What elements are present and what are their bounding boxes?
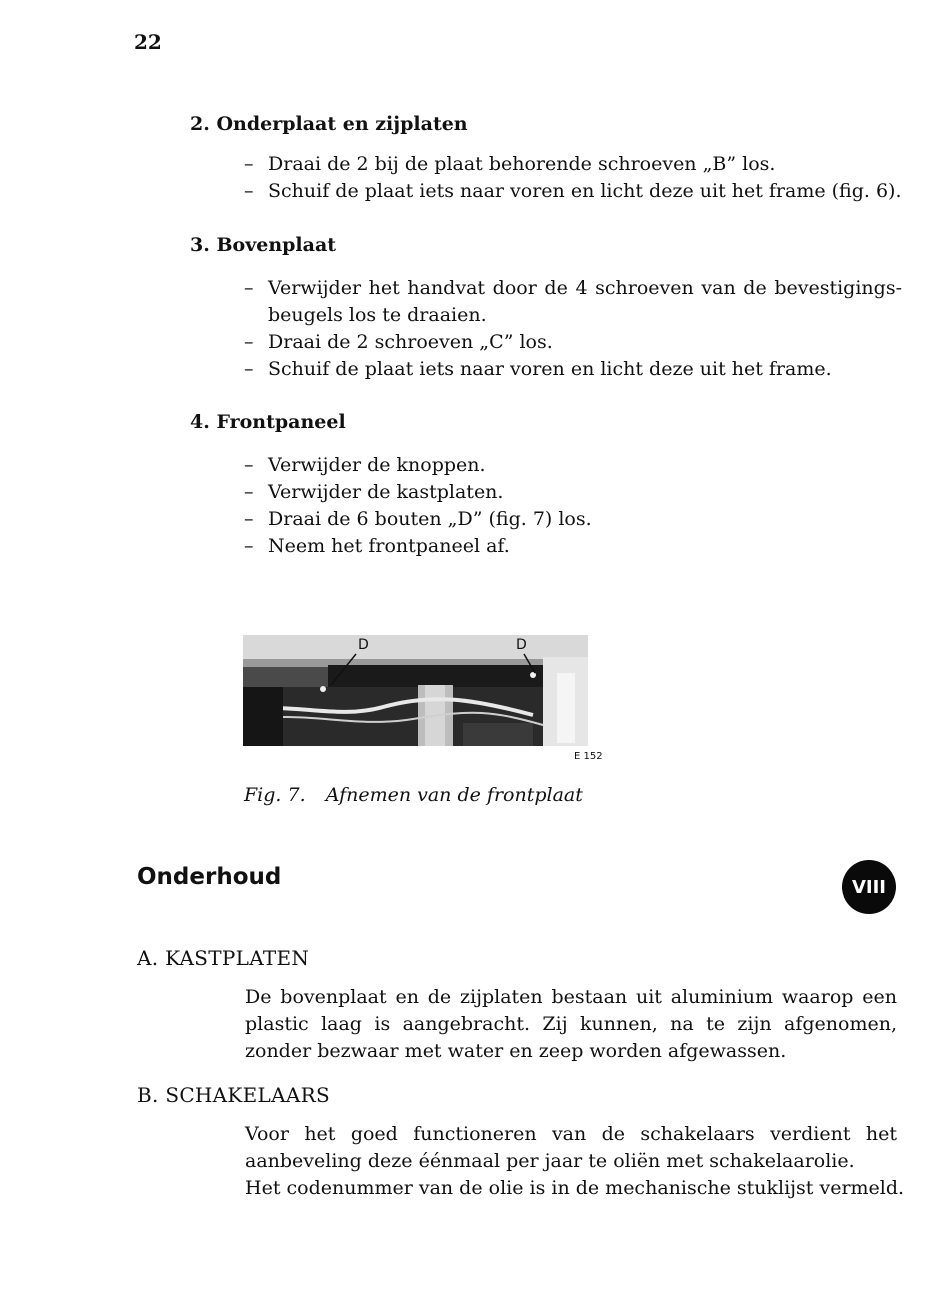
subsection-letter: A.: [137, 946, 159, 970]
list-item: – Verwijder de kastplaten.: [244, 479, 904, 506]
subsection-text-kastplaten: De bovenplaat en de zijplaten bestaan uit aluminium waarop een plastic laag is aangebracht. Zij kunnen, na te zijn afgenomen, zonder bezwaar met water en zeep worden afgewassen.: [245, 986, 897, 1062]
paragraph: Voor het goed functioneren van de schakelaars verdient het aanbeveling deze éénmaal per jaar te oliën met schakelaarolie.: [245, 1123, 897, 1172]
step-number: 3.: [190, 234, 210, 256]
frontpanel-photo-illustration: [243, 635, 588, 746]
figure-code: E 152: [574, 751, 603, 762]
step-title: Bovenplaat: [216, 234, 337, 256]
paragraph: Het codenummer van de olie is in de mechanische stuklijst vermeld.: [245, 1177, 905, 1199]
figure-label-d-right: D: [516, 637, 527, 653]
subsection-heading-kastplaten: [137, 946, 309, 970]
list-item: – Schuif de plaat iets naar voren en licht deze uit het frame.: [244, 356, 902, 383]
list-item: – Draai de 2 bij de plaat behorende schroeven „B” los.: [244, 151, 904, 178]
figure-caption-text: Afnemen van de frontplaat: [325, 784, 583, 806]
step-number: 2.: [190, 113, 210, 135]
list-item: – Schuif de plaat iets naar voren en licht deze uit het frame (fig. 6).: [244, 178, 904, 205]
chapter-badge: VIII: [842, 860, 896, 914]
step-number: 4.: [190, 411, 210, 433]
list-item: – Draai de 6 bouten „D” (fig. 7) los.: [244, 506, 904, 533]
list-item: – Draai de 2 schroeven „C” los.: [244, 329, 902, 356]
subsection-title: KASTPLATEN: [165, 946, 310, 970]
section-title: Onderhoud: [137, 864, 282, 890]
step-list-frontpaneel: [244, 452, 904, 560]
page-number: 22: [134, 30, 162, 54]
step-list-onderplaat: [244, 151, 904, 205]
figure-photo: [243, 635, 588, 746]
figure-label-d-left: D: [358, 637, 369, 653]
figure-caption-number: Fig. 7.: [244, 784, 306, 806]
step-title: Frontpaneel: [216, 411, 346, 433]
list-item: – Neem het frontpaneel af.: [244, 533, 904, 560]
subsection-heading-schakelaars: [137, 1083, 330, 1107]
subsection-title: SCHAKELAARS: [165, 1083, 330, 1107]
step-title: Onderplaat en zijplaten: [216, 113, 468, 135]
step-heading-onderplaat: [190, 113, 468, 135]
figure-caption: [244, 784, 583, 806]
subsection-letter: B.: [137, 1083, 159, 1107]
list-item: – Verwijder de knoppen.: [244, 452, 904, 479]
step-heading-frontpaneel: [190, 411, 346, 433]
step-heading-bovenplaat: [190, 234, 336, 256]
step-list-bovenplaat: [244, 275, 902, 383]
list-item: – Verwijder het handvat door de 4 schroeven van de bevestigings-beugels los te draaien.: [244, 275, 902, 329]
subsection-text-schakelaars: [245, 1121, 905, 1202]
